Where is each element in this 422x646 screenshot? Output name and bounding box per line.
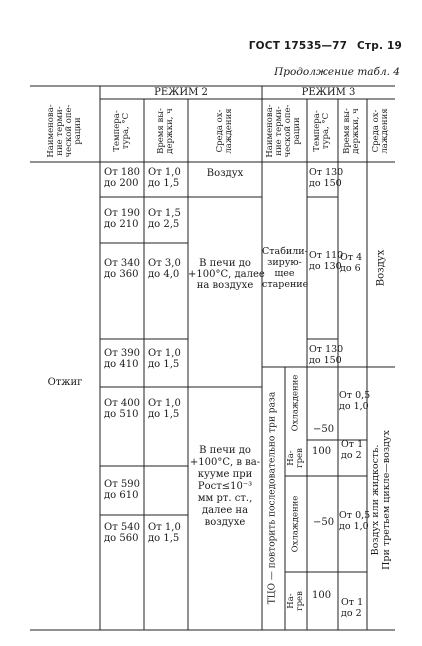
table-continuation: Продолжение табл. 4 (274, 66, 400, 78)
m3-cooling-label-1: Охлаждение (290, 374, 301, 432)
col-medium3-header: Среда ох- лаждения (371, 108, 390, 154)
m2-temp-4: От 390 до 410 (104, 348, 140, 370)
m3-time-4: От 1 до 2 (341, 597, 364, 619)
m3-cooling-label-2: Охлаждение (290, 495, 301, 553)
m3-temp-1: От 130 до 150 (309, 167, 344, 189)
m2-temp-1: От 180 до 200 (104, 167, 140, 189)
col-name3-header: Наименова- ние терми- ческой опе- рации (265, 104, 302, 158)
m3-temp-3: От 130 до 150 (309, 344, 344, 366)
col-name-header: Наименова- ние терми- ческой опе- рации (46, 104, 83, 158)
m3-stabilizing-aging: Стабили- зирую- щее старение (262, 246, 309, 290)
col-temp-header: Темпера- тура, °С (112, 110, 131, 152)
m2-temp-7: От 540 до 560 (104, 522, 140, 544)
m3-val-4: 100 (312, 590, 332, 601)
m3-val-1: −50 (313, 424, 335, 435)
col-time3-header: Время вы- держки, ч (342, 108, 361, 154)
m3-heating-label-1: На- грев (286, 448, 305, 468)
m3-time-1: От 0,5 до 1,0 (339, 390, 371, 412)
m2-time-4: От 1,0 до 1,5 (148, 348, 181, 370)
page-number: Стр. 19 (357, 40, 402, 52)
m2-temp-5: От 400 до 510 (104, 398, 140, 420)
m2-medium-furnace: В печи до +100°С, далее на воздухе (188, 258, 265, 291)
m2-temp-3: От 340 до 360 (104, 258, 140, 280)
operation-name: Отжиг (47, 377, 83, 388)
m2-time-1: От 1,0 до 1,5 (148, 167, 181, 189)
mode-2-header: РЕЖИМ 2 (154, 87, 208, 98)
standard-number: ГОСТ 17535—77 (248, 40, 348, 52)
m2-medium-vacuum: В печи до +100°С, в ва- кууме при Pост≤10⁻³ мм рт. ст., далее на воздухе (189, 445, 261, 528)
tco-repeat-note: ТЦО — повторить последовательно три раза (267, 391, 278, 605)
m3-time-top: От 4 до 6 (340, 252, 363, 274)
m2-time-2: От 1,5 до 2,5 (148, 208, 181, 230)
m2-time-7: От 1,0 до 1,5 (148, 522, 181, 544)
m3-medium-air: Воздух (375, 249, 387, 287)
m3-medium-bottom: Воздух или жидкость. При третьем цикле—воздух (370, 430, 392, 570)
col-temp3-header: Темпера- тура, °С (312, 110, 331, 152)
m3-heating-label-2: На- грев (286, 591, 305, 611)
col-medium-header: Среда ох- лаждения (215, 108, 234, 154)
col-time-header: Время вы- держки, ч (156, 108, 175, 154)
m3-temp-2: От 110 до 130 (309, 250, 344, 272)
m3-val-2: 100 (312, 446, 332, 457)
m2-time-5: От 1,0 до 1,5 (148, 398, 181, 420)
mode-3-header: РЕЖИМ 3 (301, 87, 356, 98)
m2-medium-air: Воздух (206, 168, 244, 179)
m2-time-3: От 3,0 до 4,0 (148, 258, 181, 280)
m2-temp-6: От 590 до 610 (104, 479, 140, 501)
m2-temp-2: От 190 до 210 (104, 208, 140, 230)
m3-val-3: −50 (313, 517, 335, 528)
m3-time-2: От 1 до 2 (341, 439, 364, 461)
m3-time-3: От 0,5 до 1,0 (339, 510, 371, 532)
